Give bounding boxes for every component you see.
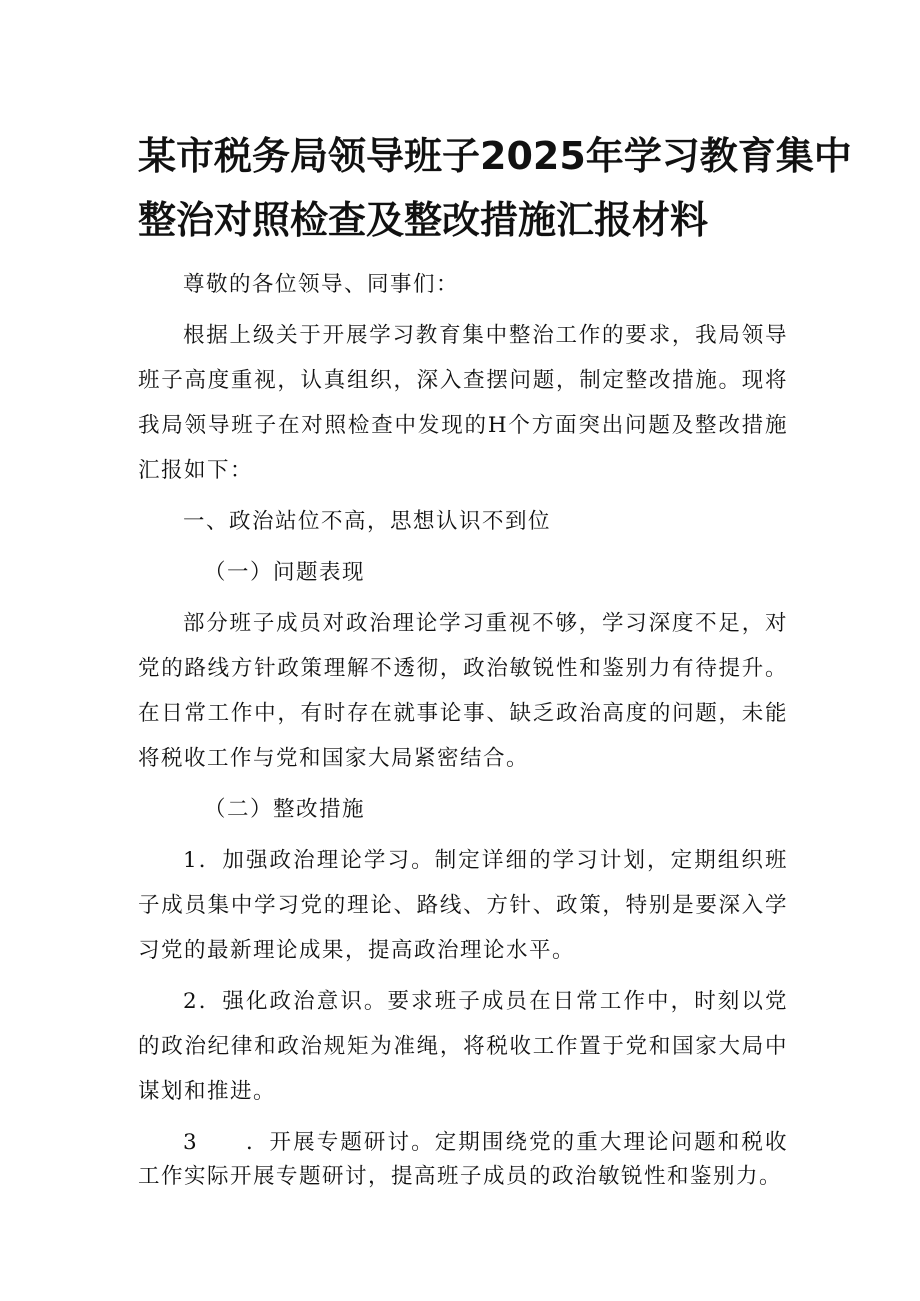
document-title [138, 124, 852, 252]
measure-item-3: 3 ．开展专题研讨。定期围绕党的重大理论问题和税收工作实际开展专题研讨，提高班子成员的政治敏锐性和鉴别力。 [138, 1130, 788, 1189]
measure-item-2: 2．强化政治意识。要求班子成员在日常工作中，时刻以党的政治纪律和政治规矩为准绳，将税收工作置于党和国家大局中谋划和推进。 [138, 989, 788, 1104]
section-1-heading: 一、政治站位不高，思想认识不到位 [183, 509, 552, 534]
intro-paragraph: 根据上级关于开展学习教育集中整治工作的要求，我局领导班子高度重视，认真组织，深入查摆问题，制定整改措施。现将我局领导班子在对照检查中发现的H个方面突出问题及整改措施汇报如下： [138, 323, 788, 483]
title-line-1: 某市税务局领导班子2025年学习教育集中 [138, 134, 852, 178]
salutation: 尊敬的各位领导、同事们： [183, 272, 460, 297]
problem-paragraph: 部分班子成员对政治理论学习重视不够，学习深度不足，对党的路线方针政策理解不透彻，政治敏锐性和鉴别力有待提升。在日常工作中，有时存在就事论事、缺乏政治高度的问题，未能将税收工作与党和国家大局紧密结合。 [138, 611, 788, 771]
measures-heading: （二）整改措施 [204, 797, 366, 822]
problem-heading: （一）问题表现 [204, 560, 366, 585]
measure-item-1: 1．加强政治理论学习。制定详细的学习计划，定期组织班子成员集中学习党的理论、路线、方针、政策，特别是要深入学习党的最新理论成果，提高政治理论水平。 [138, 848, 788, 963]
document-body [138, 262, 788, 1194]
title-line-2: 整治对照检查及整改措施汇报材料 [138, 198, 709, 242]
